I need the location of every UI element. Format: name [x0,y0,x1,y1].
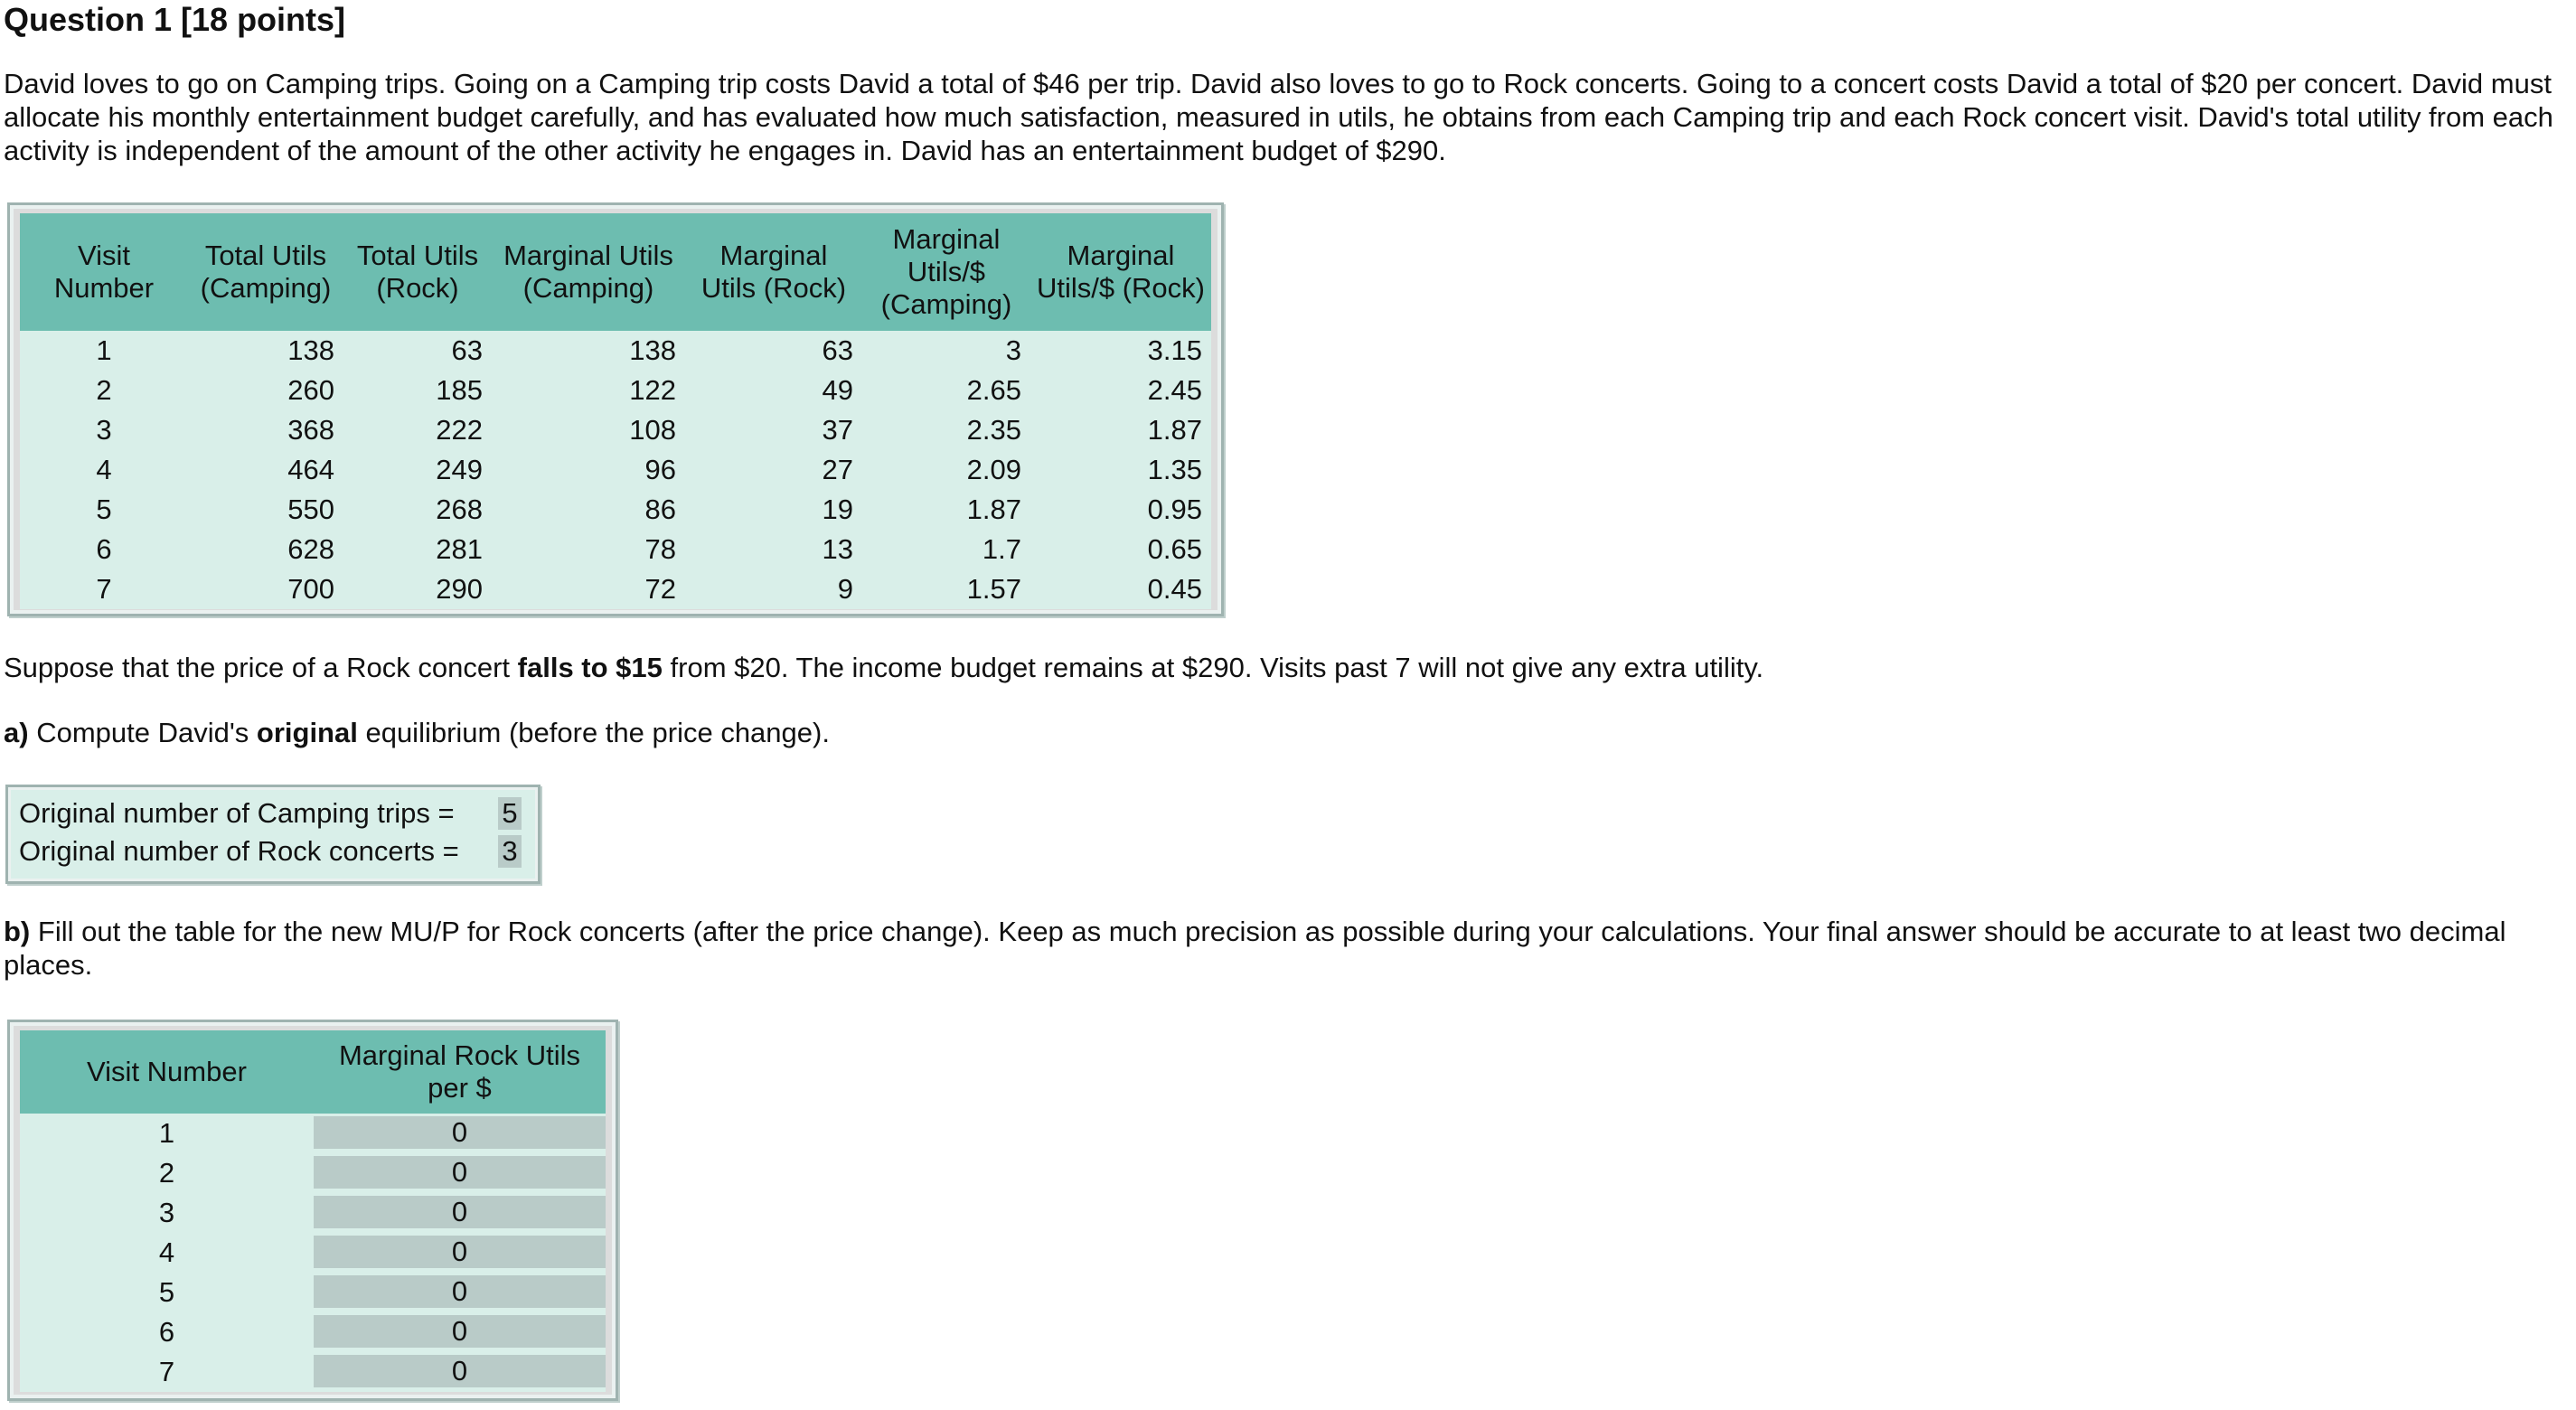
cell-marginal-utils-rock: 63 [685,331,862,371]
header-visit-number: Visit Number [20,213,188,331]
part-b-instructions: Fill out the table for the new MU/P for Rock concerts (after the price change). Keep as much precision as possible during your calculations. Your final answer should be accurate to at least two decimal places. [4,916,2506,981]
cell-mu-per-dollar-camping: 3 [862,331,1030,371]
cell-mu-per-dollar-camping: 1.57 [862,569,1030,609]
cell-mu-per-dollar-camping: 1.87 [862,490,1030,530]
cell-visit-number: 7 [20,1352,314,1392]
part-b-table-header [20,1030,606,1114]
cell-mu-per-dollar-camping: 2.35 [862,410,1030,450]
cell-visit-number: 4 [20,1233,314,1273]
table-row [20,331,1211,371]
cell-total-utils-rock: 281 [343,530,492,569]
header-marginal-utils-rock: Marginal Utils (Rock) [685,213,862,331]
cell-total-utils-rock: 63 [343,331,492,371]
table-row [20,530,1211,569]
mu-per-dollar-input[interactable]: 0 [314,1355,606,1389]
answer-label-rock: Original number of Rock concerts = [19,835,459,867]
cell-mu-per-dollar-rock-new [314,1233,606,1273]
price-change-post: from $20. The income budget remains at $290. Visits past 7 will not give any extra utility. [662,652,1764,683]
price-change-bold: falls to $15 [517,652,663,683]
mu-per-dollar-input[interactable]: 0 [314,1196,606,1230]
cell-mu-per-dollar-camping: 1.7 [862,530,1030,569]
cell-total-utils-rock: 249 [343,450,492,490]
table-row [20,371,1211,410]
cell-marginal-utils-camping: 78 [492,530,685,569]
cell-visit-number: 2 [20,371,188,410]
cell-visit-number: 3 [20,1193,314,1233]
cell-marginal-utils-rock: 37 [685,410,862,450]
mu-per-dollar-input[interactable]: 0 [314,1315,606,1349]
table-row [20,1193,606,1233]
answer-row-camping [19,794,527,832]
cell-mu-per-dollar-rock: 0.45 [1030,569,1211,609]
cell-visit-number: 3 [20,410,188,450]
cell-marginal-utils-rock: 9 [685,569,862,609]
part-a-bold: original [256,717,358,748]
cell-mu-per-dollar-rock: 1.87 [1030,410,1211,450]
table-row [20,1352,606,1392]
table-row [20,490,1211,530]
cell-total-utils-camping: 368 [188,410,343,450]
answer-rock-input[interactable]: 3 [498,835,522,868]
cell-mu-per-dollar-rock: 3.15 [1030,331,1211,371]
cell-visit-number: 2 [20,1153,314,1193]
question-intro: David loves to go on Camping trips. Going on a Camping trip costs David a total of $46 per trip. David also loves to go to Rock concerts. Going to a concert costs David a total of $20 per concert. David must allocate his monthly entertainment budget carefully, and has evaluated how much satisfaction, measured in utils, he obtains from each Camping trip and each Rock concert visit. David's total utility from each activity is independent of the amount of the other activity he engages in. David has an entertainment budget of $290. [4,68,2553,166]
part-b-label: b) [4,916,31,947]
mu-per-dollar-input[interactable]: 0 [314,1275,606,1310]
mu-per-dollar-input[interactable]: 0 [314,1156,606,1190]
cell-visit-number: 6 [20,1312,314,1352]
cell-mu-per-dollar-rock-new [314,1193,606,1233]
cell-mu-per-dollar-camping: 2.65 [862,371,1030,410]
mu-per-dollar-table [20,1030,606,1392]
cell-mu-per-dollar-rock: 0.65 [1030,530,1211,569]
table-row [20,1273,606,1312]
mu-per-dollar-input[interactable]: 0 [314,1236,606,1270]
header-b-visit-number: Visit Number [20,1030,314,1114]
cell-visit-number: 6 [20,530,188,569]
answer-label-camping: Original number of Camping trips = [19,797,455,829]
price-change-pre: Suppose that the price of a Rock concert [4,652,518,683]
cell-mu-per-dollar-rock: 2.45 [1030,371,1211,410]
header-marginal-utils-camping: Marginal Utils (Camping) [492,213,685,331]
cell-marginal-utils-rock: 49 [685,371,862,410]
table-row [20,1233,606,1273]
cell-total-utils-camping: 260 [188,371,343,410]
cell-marginal-utils-camping: 108 [492,410,685,450]
cell-marginal-utils-camping: 86 [492,490,685,530]
part-b-text [4,915,2572,982]
cell-mu-per-dollar-rock-new [314,1312,606,1352]
cell-total-utils-camping: 464 [188,450,343,490]
mu-per-dollar-input[interactable]: 0 [314,1116,606,1151]
cell-total-utils-rock: 222 [343,410,492,450]
table-row [20,1312,606,1352]
cell-visit-number: 4 [20,450,188,490]
cell-marginal-utils-rock: 19 [685,490,862,530]
cell-mu-per-dollar-camping: 2.09 [862,450,1030,490]
table-row [20,1153,606,1193]
cell-mu-per-dollar-rock: 0.95 [1030,490,1211,530]
part-a-pre: Compute David's [28,717,257,748]
cell-total-utils-camping: 550 [188,490,343,530]
answer-row-rock [19,832,527,870]
question-title: Question 1 [18 points] [4,1,346,38]
header-total-utils-camping: Total Utils (Camping) [188,213,343,331]
cell-total-utils-rock: 268 [343,490,492,530]
cell-mu-per-dollar-rock: 1.35 [1030,450,1211,490]
cell-mu-per-dollar-rock-new [314,1153,606,1193]
cell-mu-per-dollar-rock-new [314,1352,606,1392]
cell-total-utils-camping: 628 [188,530,343,569]
header-b-marginal-rock-utils: Marginal Rock Utils per $ [314,1030,606,1114]
header-total-utils-rock: Total Utils (Rock) [343,213,492,331]
cell-visit-number: 1 [20,331,188,371]
part-a-answer-box [5,785,541,884]
part-a-label: a) [4,717,29,748]
utility-table [20,213,1211,609]
cell-total-utils-rock: 290 [343,569,492,609]
part-a-post: equilibrium (before the price change). [357,717,830,748]
cell-total-utils-rock: 185 [343,371,492,410]
cell-visit-number: 1 [20,1114,314,1153]
cell-marginal-utils-rock: 27 [685,450,862,490]
cell-total-utils-camping: 138 [188,331,343,371]
cell-marginal-utils-camping: 96 [492,450,685,490]
cell-total-utils-camping: 700 [188,569,343,609]
cell-mu-per-dollar-rock-new [314,1114,606,1153]
header-mu-per-dollar-rock: Marginal Utils/$ (Rock) [1030,213,1211,331]
cell-visit-number: 7 [20,569,188,609]
part-b-table-frame [7,1020,618,1401]
part-a-text [4,716,2572,749]
table-row [20,450,1211,490]
header-mu-per-dollar-camping: Marginal Utils/$ (Camping) [862,213,1030,331]
table-row [20,569,1211,609]
table-row [20,1114,606,1153]
answer-camping-input[interactable]: 5 [498,797,522,830]
cell-marginal-utils-camping: 138 [492,331,685,371]
cell-marginal-utils-camping: 72 [492,569,685,609]
price-change-text [4,651,2572,684]
table-row [20,410,1211,450]
cell-marginal-utils-rock: 13 [685,530,862,569]
utility-table-frame [7,202,1224,616]
cell-marginal-utils-camping: 122 [492,371,685,410]
utility-table-header [20,213,1211,331]
cell-mu-per-dollar-rock-new [314,1273,606,1312]
cell-visit-number: 5 [20,1273,314,1312]
cell-visit-number: 5 [20,490,188,530]
